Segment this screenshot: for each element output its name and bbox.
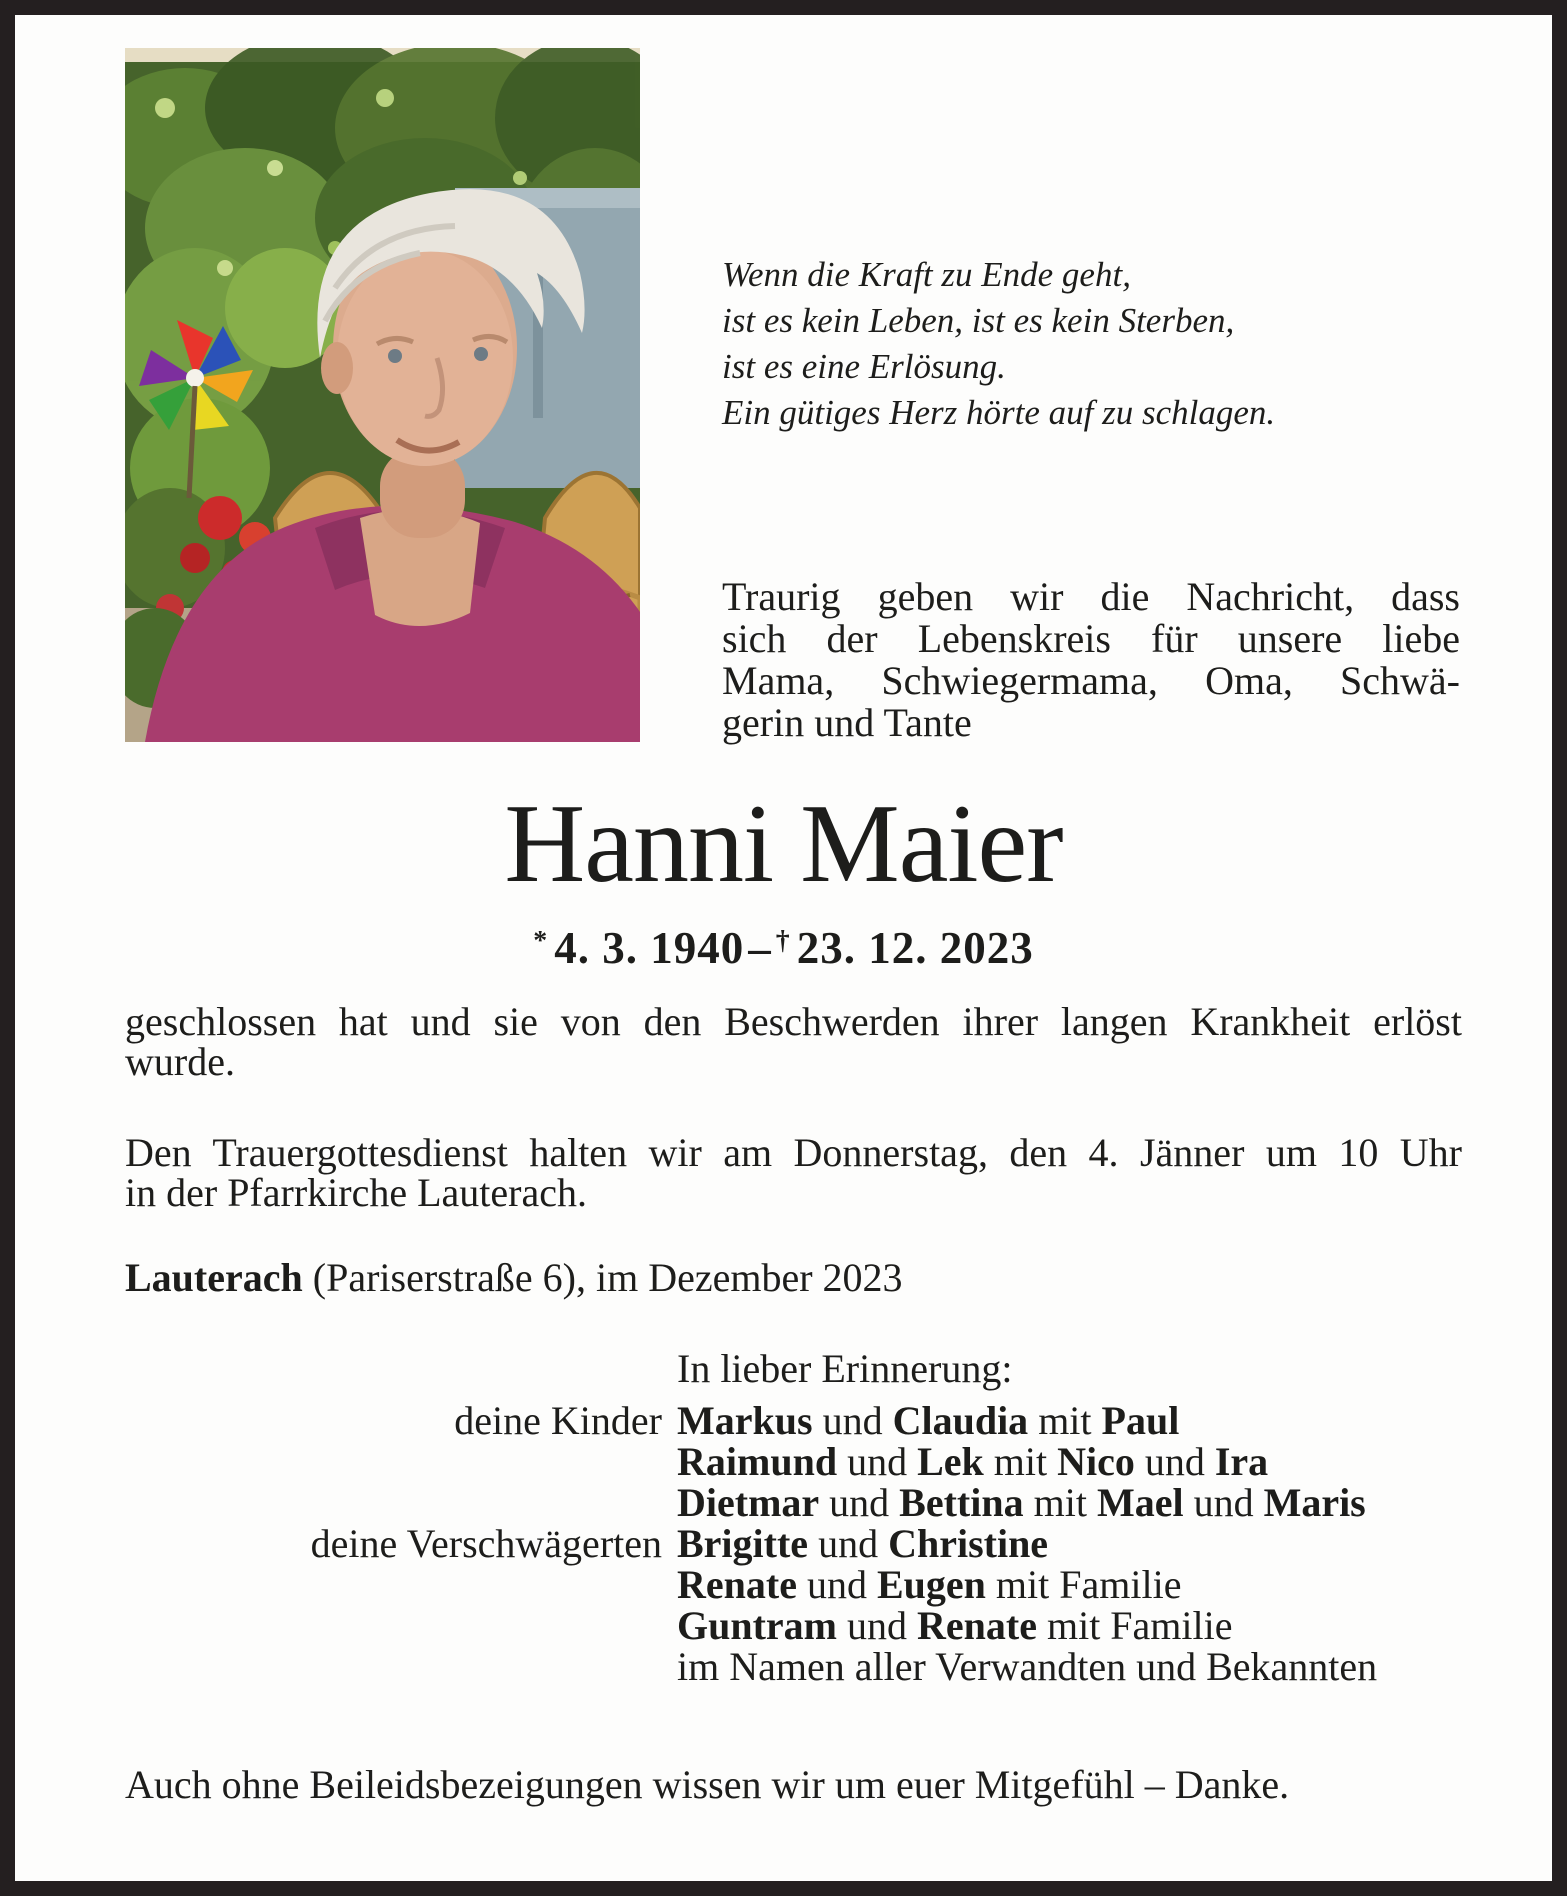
mourner-connector: und: [1183, 1480, 1264, 1525]
place-date-line: [125, 1255, 1462, 1300]
mourner-connector: mit: [1028, 1398, 1102, 1443]
mourner-name: Ira: [1214, 1439, 1269, 1484]
mourner-row: [125, 1564, 1462, 1605]
text-line: Wenn die Kraft zu Ende geht,: [722, 255, 1131, 294]
mourner-name: Raimund: [677, 1439, 838, 1484]
mourner-row-names: [677, 1482, 1462, 1523]
mourner-connector: und: [819, 1480, 900, 1525]
mourner-row-label: [125, 1482, 677, 1523]
mourner-row: [125, 1482, 1462, 1523]
mourner-row: [125, 1400, 1462, 1441]
mourner-row-names: [677, 1646, 1462, 1687]
mourner-name: Renate: [677, 1562, 797, 1607]
mourner-row-names: [677, 1605, 1462, 1646]
life-dates: [0, 916, 1567, 973]
place-name: Lauterach: [125, 1255, 303, 1300]
mourner-name: Guntram: [677, 1603, 837, 1648]
text-line: sich der Lebenskreis für unsere liebe: [722, 616, 1460, 661]
mourner-connector: mit Familie: [1036, 1603, 1233, 1648]
birth-date: 4. 3. 1940: [554, 923, 745, 973]
death-date: 23. 12. 2023: [796, 923, 1034, 973]
mourner-row-label: [125, 1646, 677, 1687]
mourner-row: [125, 1523, 1462, 1564]
text-line: ist es eine Erlösung.: [722, 347, 1006, 386]
text-line: Ein gütiges Herz hörte auf zu schlagen.: [722, 393, 1276, 432]
mourner-row-label: [125, 1564, 677, 1605]
text-line: gerin und Tante: [722, 700, 972, 745]
mourner-row-label: [125, 1441, 677, 1482]
portrait-photo-art: [125, 48, 640, 742]
mourner-name: Lek: [917, 1439, 984, 1484]
closing-paragraph: [125, 999, 1462, 1084]
mourner-row: [125, 1441, 1462, 1482]
mourner-row: [125, 1605, 1462, 1646]
mourner-name: Brigitte: [677, 1521, 809, 1566]
mourner-connector: mit: [1023, 1480, 1097, 1525]
mourner-row-names: [677, 1564, 1462, 1605]
text-line: ist es kein Leben, ist es kein Sterben,: [722, 301, 1235, 340]
mourner-connector: und: [1134, 1439, 1215, 1484]
birth-star-symbol: *: [533, 925, 549, 956]
mourner-connector: mit Familie: [985, 1562, 1182, 1607]
deceased-name: Hanni Maier: [504, 782, 1063, 906]
text-line: in der Pfarrkirche Lauterach.: [125, 1170, 587, 1215]
mourner-row: [125, 1646, 1462, 1687]
mourner-name: Claudia: [892, 1398, 1029, 1443]
mourner-name: Renate: [917, 1603, 1037, 1648]
mourner-connector: im Namen aller Verwandten und Bekannten: [677, 1644, 1378, 1689]
mourner-name: Paul: [1101, 1398, 1180, 1443]
mourner-connector: und: [808, 1521, 889, 1566]
portrait-photo: [125, 48, 640, 742]
mourner-connector: und: [837, 1603, 917, 1648]
mourners-block: [125, 1348, 1462, 1687]
mourner-rows: [125, 1400, 1462, 1687]
dates-dash: –: [748, 923, 772, 973]
text-line: Den Trauergottesdienst halten wir am Donnerstag, den 4. Jänner um 10 Uhr: [125, 1130, 1462, 1175]
mourner-row-label: deine Verschwägerten: [310, 1521, 662, 1566]
mourner-name: Nico: [1057, 1439, 1135, 1484]
mourner-name: Dietmar: [677, 1480, 820, 1525]
mourner-row-names: [677, 1523, 1462, 1564]
mourner-connector: mit: [983, 1439, 1058, 1484]
mourner-connector: und: [812, 1398, 893, 1443]
mourner-row-label: [125, 1605, 677, 1646]
mourner-name: Christine: [888, 1521, 1049, 1566]
mourner-name: Maris: [1263, 1480, 1366, 1525]
mourner-name: Eugen: [876, 1562, 986, 1607]
service-paragraph: [125, 1130, 1462, 1215]
place-date-rest: (Pariserstraße 6), im Dezember 2023: [302, 1255, 903, 1300]
mourner-row-label: deine Kinder: [454, 1398, 662, 1443]
text-line: wurde.: [125, 1039, 235, 1084]
text-line: geschlossen hat und sie von den Beschwerden ihrer langen Krankheit erlöst: [125, 999, 1462, 1044]
death-cross-symbol: †: [775, 925, 791, 956]
memorial-heading: In lieber Erinnerung:: [677, 1346, 1013, 1391]
mourner-row-names: [677, 1441, 1462, 1482]
mourner-connector: und: [837, 1439, 918, 1484]
text-line: Traurig geben wir die Nachricht, dass: [722, 574, 1460, 619]
text-line: Mama, Schwiegermama, Oma, Schwä-: [722, 658, 1460, 703]
memorial-poem: [722, 252, 1462, 436]
mourner-name: Bettina: [899, 1480, 1024, 1525]
mourner-name: Mael: [1096, 1480, 1184, 1525]
mourner-row-names: [677, 1400, 1462, 1441]
mourner-connector: und: [796, 1562, 877, 1607]
mourner-name: Markus: [677, 1398, 813, 1443]
condolence-note: Auch ohne Beileidsbezeigungen wissen wir um euer Mitgefühl – Danke.: [125, 1762, 1290, 1807]
announcement-paragraph: [722, 576, 1460, 744]
